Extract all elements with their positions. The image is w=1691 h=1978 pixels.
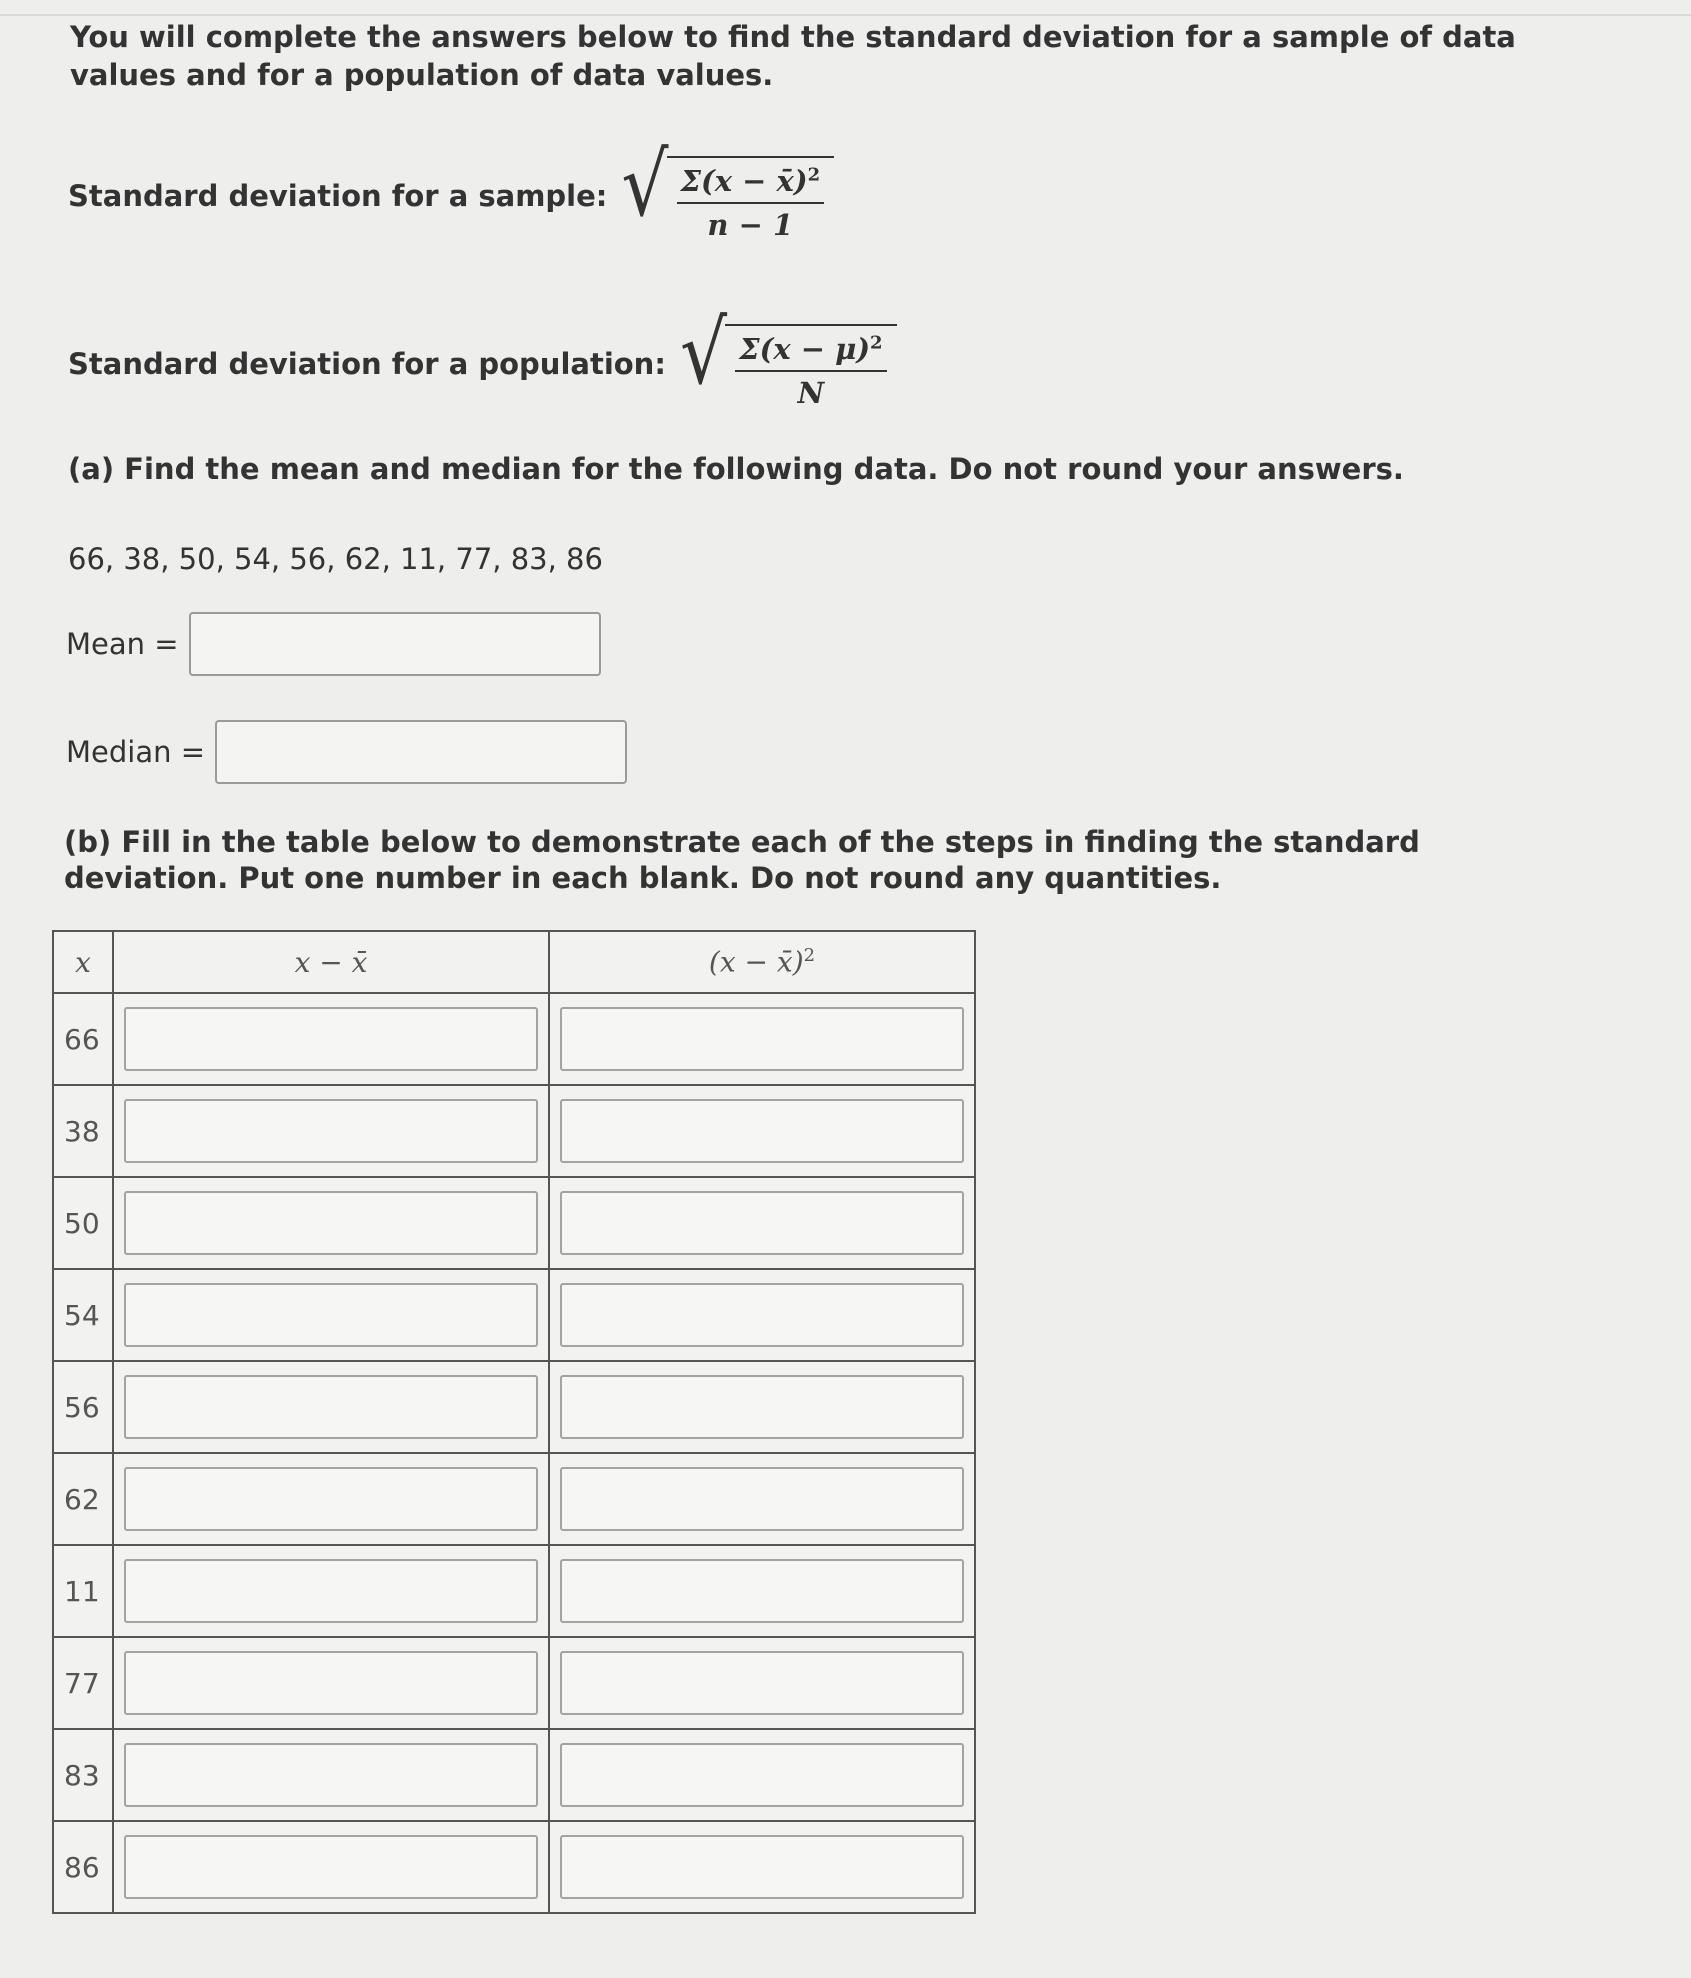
table-row [53,1637,975,1729]
header-squared-exponent: 2 [803,945,816,967]
population-formula [679,302,897,410]
x-value: 86 [53,1821,113,1913]
table-row [53,1821,975,1913]
squared-deviation-input[interactable] [560,1283,964,1347]
sample-formula-label: Standard deviation for a sample: [68,179,608,213]
population-exponent: 2 [870,332,883,354]
x-value: 54 [53,1269,113,1361]
sample-formula [621,134,834,242]
header-squared-deviation [549,931,975,993]
top-divider [0,14,1691,16]
x-value: 11 [53,1545,113,1637]
x-value: 56 [53,1361,113,1453]
steps-table [52,930,976,1914]
table-row [53,1453,975,1545]
intro-text: You will complete the answers below to find the standard deviation for a sample of data values and for a population of data values. [70,20,1516,92]
squared-deviation-input[interactable] [560,1375,964,1439]
table-row [53,1729,975,1821]
x-value: 38 [53,1085,113,1177]
table-row [53,1085,975,1177]
median-label: Median = [66,735,205,769]
squared-deviation-input[interactable] [560,1099,964,1163]
deviation-input[interactable] [124,1191,538,1255]
squared-deviation-input[interactable] [560,1835,964,1899]
squared-deviation-input[interactable] [560,1467,964,1531]
sample-denominator: n − 1 [707,208,794,242]
x-value: 66 [53,993,113,1085]
squared-deviation-input[interactable] [560,1559,964,1623]
deviation-input[interactable] [124,1375,538,1439]
deviation-input[interactable] [124,1467,538,1531]
squared-deviation-input[interactable] [560,1191,964,1255]
deviation-input[interactable] [124,1007,538,1071]
median-input[interactable] [215,720,627,784]
sqrt-icon: √ [621,134,669,237]
population-formula-row [68,302,897,410]
median-row [66,720,627,784]
deviation-input[interactable] [124,1099,538,1163]
sample-numerator: Σ(x − x̄) [680,164,808,198]
deviation-input[interactable] [124,1651,538,1715]
deviation-input[interactable] [124,1835,538,1899]
table-row [53,1269,975,1361]
x-value: 77 [53,1637,113,1729]
header-x: x [53,931,113,993]
header-squared-base: (x − x̄) [708,945,804,979]
deviation-input[interactable] [124,1743,538,1807]
mean-label: Mean = [66,627,179,661]
deviation-input[interactable] [124,1559,538,1623]
squared-deviation-input[interactable] [560,1651,964,1715]
table-row [53,1361,975,1453]
sample-formula-row [68,134,834,242]
x-value: 62 [53,1453,113,1545]
data-values: 66, 38, 50, 54, 56, 62, 11, 77, 83, 86 [68,542,603,576]
part-b-prompt: (b) Fill in the table below to demonstrate each of the steps in finding the standard deviation. Put one number in each blank. Do not round any quantities. [64,825,1420,895]
population-denominator: N [797,376,825,410]
x-value: 83 [53,1729,113,1821]
population-formula-label: Standard deviation for a population: [68,347,666,381]
table-row [53,1545,975,1637]
squared-deviation-input[interactable] [560,1007,964,1071]
x-value: 50 [53,1177,113,1269]
sqrt-icon: √ [679,302,728,405]
table-row [53,1177,975,1269]
squared-deviation-input[interactable] [560,1743,964,1807]
table-row [53,993,975,1085]
deviation-input[interactable] [124,1283,538,1347]
mean-input[interactable] [189,612,601,676]
mean-row [66,612,601,676]
sample-exponent: 2 [807,164,821,186]
population-numerator: Σ(x − μ) [739,332,871,366]
table-header-row [53,931,975,993]
part-a-prompt: (a) Find the mean and median for the following data. Do not round your answers. [68,452,1404,486]
header-deviation: x − x̄ [113,931,549,993]
